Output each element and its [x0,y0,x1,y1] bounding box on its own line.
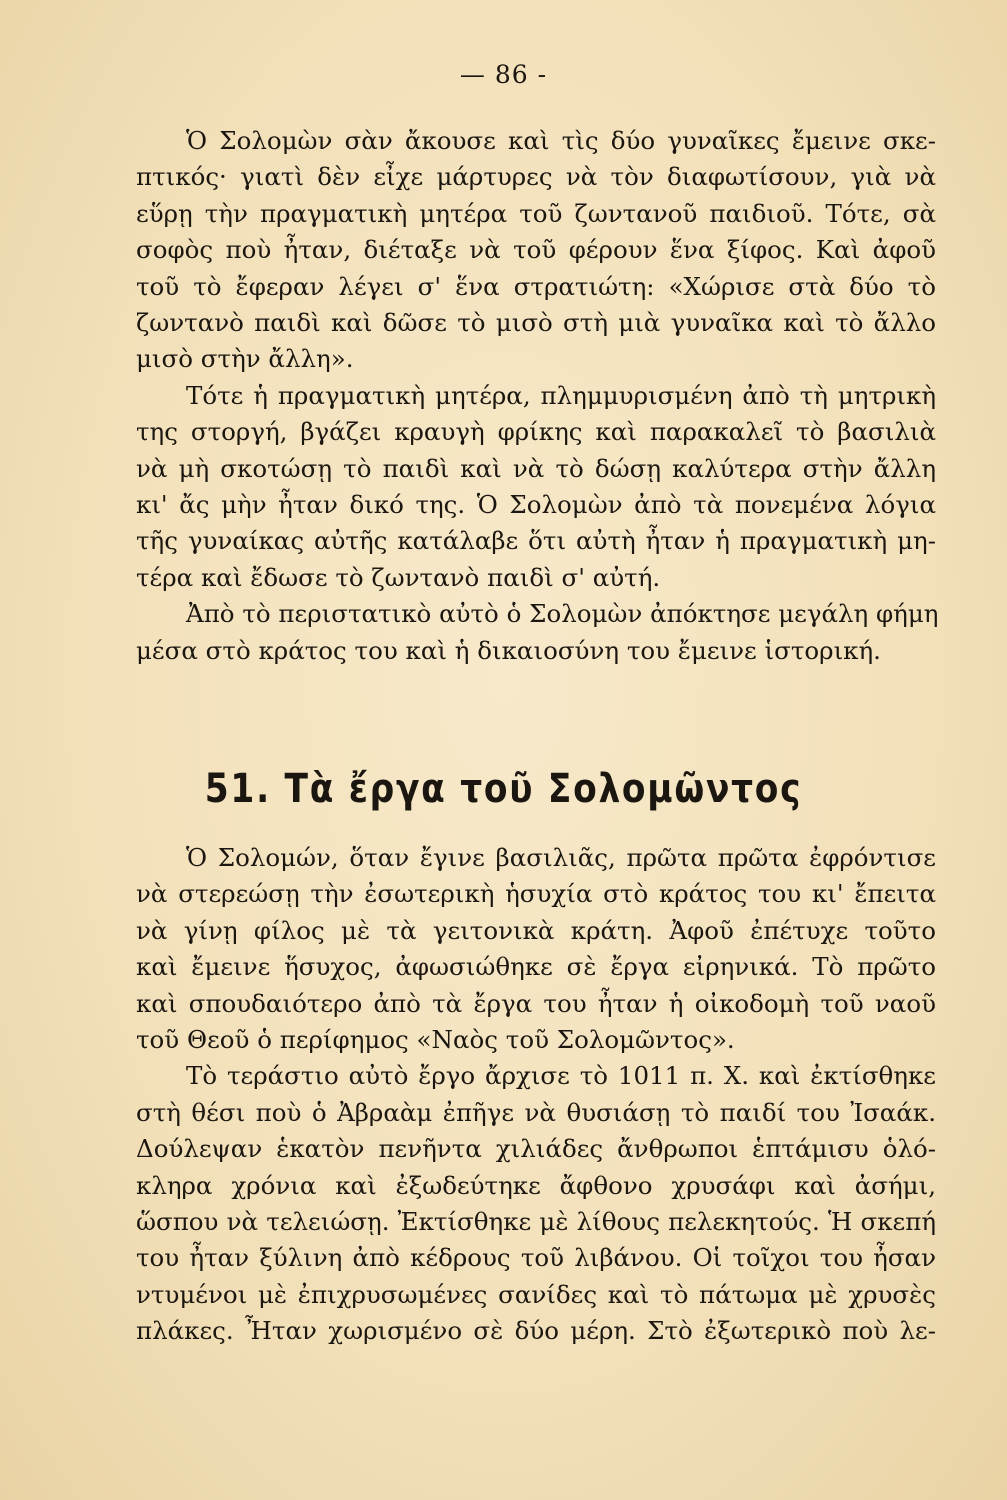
text-line: ὥσπου νὰ τελειώσῃ. Ἐκτίσθηκε μὲ λίθους πελεκητούς. Ἡ σκεπή [136,1207,936,1237]
text-line: νὰ στερεώσῃ τὴν ἐσωτερικὴ ἡσυχία στὸ κράτος του κι' ἔπειτα [136,879,936,909]
text-line: Ἀπὸ τὸ περιστατικὸ αὐτὸ ὁ Σολομὼν ἀπόκτησε μεγάλη φήμη [186,599,939,629]
text-line: Τότε ἡ πραγματικὴ μητέρα, πλημμυρισμένη ἀπὸ τὴ μητρικὴ [186,380,936,410]
text-line: Ὁ Σολομών, ὅταν ἔγινε βασιλιᾶς, πρῶτα πρῶτα ἐφρόντισε [186,843,936,872]
text-line: σοφὸς ποὺ ἦταν, διέταξε νὰ τοῦ φέρουν ἕνα ξίφος. Καὶ ἀφοῦ [136,235,936,265]
text-line: νὰ μὴ σκοτώσῃ τὸ παιδὶ καὶ νὰ τὸ δώσῃ καλύτερα στὴν ἄλλη [136,453,936,483]
paragraph [136,596,939,669]
text-line: ζωντανὸ παιδὶ καὶ δῶσε τὸ μισὸ στὴ μιὰ γυναῖκα καὶ τὸ ἄλλο [136,308,936,338]
text-line: μισὸ στὴν ἄλλη». [136,344,354,374]
text-line: του ἦταν ξύλινη ἀπὸ κέδρους τοῦ λιβάνου. Οἱ τοῖχοι του ἦσαν [136,1243,936,1273]
paragraph [136,123,936,378]
text-line: τέρα καὶ ἔδωσε τὸ ζωντανὸ παιδὶ σ' αὐτή. [136,562,661,592]
page-number: — 86 - [459,60,548,89]
text-line: καὶ σπουδαιότερο ἀπὸ τὰ ἔργα του ἦταν ἡ οἰκοδομὴ τοῦ ναοῦ [136,988,936,1018]
paragraph [136,1058,936,1349]
text-line: της στοργή, βγάζει κραυγὴ φρίκης καὶ παρακαλεῖ τὸ βασιλιὰ [136,417,936,447]
text-line: εὕρῃ τὴν πραγματικὴ μητέρα τοῦ ζωντανοῦ παιδιοῦ. Τότε, σὰ [136,198,936,228]
text-line: κληρα χρόνια καὶ ἐξωδεύτηκε ἄφθονο χρυσάφι καὶ ἀσήμι, [136,1170,936,1200]
text-line: κι' ἄς μὴν ἦταν δικό της. Ὁ Σολομὼν ἀπὸ τὰ πονεμένα λόγια [136,490,936,520]
text-line: Ὁ Σολομὼν σὰν ἄκουσε καὶ τὶς δύο γυναῖκες ἔμεινε σκε- [186,126,936,155]
text-line: τοῦ τὸ ἔφεραν λέγει σ' ἕνα στρατιώτη: «Χώρισε στὰ δύο τὸ [136,271,936,301]
text-line: νὰ γίνῃ φίλος μὲ τὰ γειτονικὰ κράτη. Ἀφοῦ ἐπέτυχε τοῦτο [136,915,936,945]
text-line: στὴ θέσι ποὺ ὁ Ἀβραὰμ ἐπῆγε νὰ θυσιάσῃ τὸ παιδί του Ἰσαάκ. [136,1097,936,1127]
text-line: ντυμένοι μὲ ἐπιχρυσωμένες σανίδες καὶ τὸ πάτωμα μὲ χρυσὲς [136,1279,936,1309]
text-section-top [136,123,939,669]
text-line: πλάκες. Ἦταν χωρισμένο σὲ δύο μέρη. Στὸ ἐξωτερικὸ ποὺ λε- [136,1316,936,1346]
text-line: καὶ ἔμεινε ἥσυχος, ἀφωσιώθηκε σὲ ἔργα εἰρηνικά. Τὸ πρῶτο [136,952,936,982]
text-line: τῆς γυναίκας αὐτῆς κατάλαβε ὅτι αὐτὴ ἦταν ἡ πραγματικὴ μη- [136,526,936,556]
chapter-heading: 51. Τὰ ἔργα τοῦ Σολομῶντος [204,766,803,812]
text-line: μέσα στὸ κράτος του καὶ ἡ δικαιοσύνη του ἔμεινε ἱστορική. [136,635,881,665]
text-line: πτικός· γιατὶ δὲν εἶχε μάρτυρες νὰ τὸν διαφωτίσουν, γιὰ νὰ [136,162,936,192]
text-line: Δούλεψαν ἑκατὸν πενῆντα χιλιάδες ἄνθρωποι ἑπτάμισυ ὁλό- [136,1134,936,1164]
paragraph [136,840,936,1058]
text-section-bottom [136,840,936,1350]
text-line: Τὸ τεράστιο αὐτὸ ἔργο ἄρχισε τὸ 1011 π. Χ. καὶ ἐκτίσθηκε [186,1061,936,1091]
text-line: τοῦ Θεοῦ ὁ περίφημος «Ναὸς τοῦ Σολομῶντος». [136,1025,735,1055]
paragraph [136,378,936,596]
